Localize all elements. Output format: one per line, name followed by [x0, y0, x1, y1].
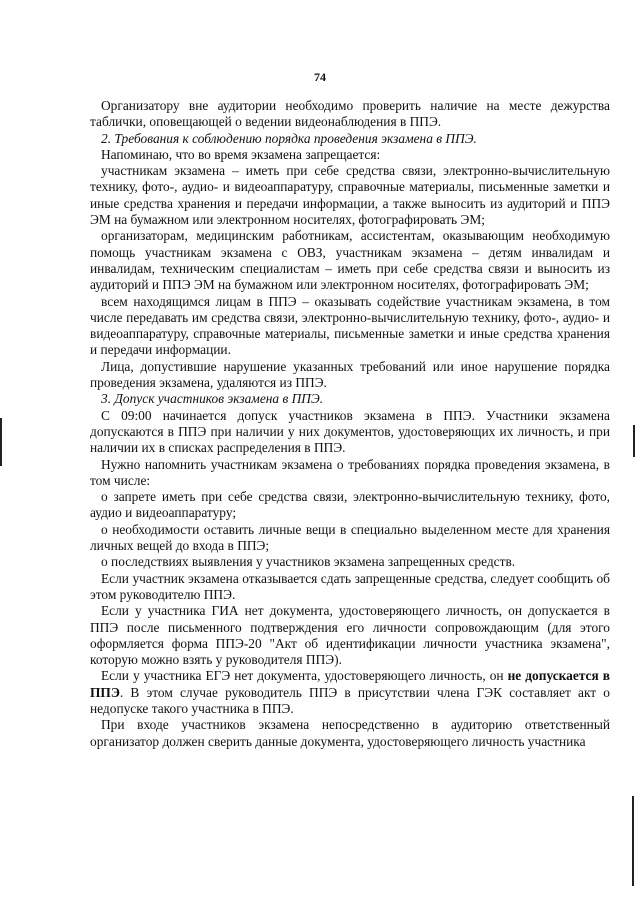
- paragraph: участникам экзамена – иметь при себе средства связи, электронно-вычислительную технику, фото-, аудио- и видеоаппаратуру, справочные материалы, письменные заметки и иные средства хранения и передачи информации, а также выносить из аудиторий и ППЭ ЭМ на бумажном или электронном носителях, фотографировать ЭМ;: [90, 163, 610, 228]
- paragraph: Если участник экзамена отказывается сдать запрещенные средства, следует сообщить об этом руководителю ППЭ.: [90, 570, 610, 602]
- paragraph: о необходимости оставить личные вещи в специально выделенном месте для хранения личных вещей до входа в ППЭ;: [90, 521, 610, 554]
- scan-mark-right: [633, 425, 635, 457]
- paragraph-text: . В этом случае руководитель ППЭ в присутствии члена ГЭК составляет акт о недопуске такого участника в ППЭ.: [90, 684, 610, 716]
- paragraph-with-bold: [90, 668, 610, 717]
- scan-mark-left: [0, 418, 2, 466]
- scan-mark-right-bottom: [632, 796, 634, 886]
- paragraph: Напоминаю, что во время экзамена запрещается:: [101, 146, 381, 162]
- paragraph: о запрете иметь при себе средства связи, электронно-вычислительную технику, фото, аудио и видеоаппаратуру;: [90, 489, 610, 521]
- paragraph: о последствиях выявления у участников экзамена запрещенных средств.: [101, 554, 516, 570]
- paragraph-text: Если у участника ЕГЭ нет документа, удостоверяющего личность, он: [101, 668, 508, 684]
- paragraph: С 09:00 начинается допуск участников экзамена в ППЭ. Участники экзамена допускаются в ППЭ при наличии у них документов, удостоверяющих их личность, и при наличии их в списках распределения в ППЭ.: [90, 407, 610, 456]
- bold-emphasis: не допускается в ППЭ: [90, 668, 610, 700]
- paragraph: Если у участника ГИА нет документа, удостоверяющего личность, он допускается в ППЭ после письменного подтверждения его личности сопровождающим (для этого оформляется форма ППЭ-20 "Акт об идентификации личности участника экзамена", которую можно взять у руководителя ППЭ).: [90, 603, 610, 668]
- page-number: 74: [314, 70, 326, 84]
- section-heading: 2. Требования к соблюдению порядка проведения экзамена в ППЭ.: [101, 130, 477, 146]
- document-body: [90, 98, 610, 750]
- paragraph: организаторам, медицинским работникам, ассистентам, оказывающим необходимую помощь участникам экзамена с ОВЗ, участникам экзамена – детям инвалидам и инвалидам, техническим специалистам – иметь при себе средства связи и выносить из аудиторий и ППЭ ЭМ на бумажном или электронном носителях, фотографировать ЭМ;: [90, 228, 610, 293]
- paragraph: Лица, допустившие нарушение указанных требований или иное нарушение порядка проведения экзамена, удаляются из ППЭ.: [90, 358, 610, 391]
- paragraph: При входе участников экзамена непосредственно в аудиторию ответственный организатор должен сверить данные документа, удостоверяющего личность участника: [90, 717, 610, 749]
- paragraph: всем находящимся лицам в ППЭ – оказывать содействие участникам экзамена, в том числе передавать им средства связи, электронно-вычислительную технику, фото-, аудио- и видеоаппаратуру, справочные материалы, письменные заметки и иные средства хранения и передачи информации.: [90, 293, 610, 358]
- paragraph: Нужно напомнить участникам экзамена о требованиях порядка проведения экзамена, в том числе:: [90, 456, 610, 488]
- section-heading: 3. Допуск участников экзамена в ППЭ.: [101, 391, 324, 407]
- paragraph: Организатору вне аудитории необходимо проверить наличие на месте дежурства таблички, оповещающей о ведении видеонаблюдения в ППЭ.: [90, 98, 610, 130]
